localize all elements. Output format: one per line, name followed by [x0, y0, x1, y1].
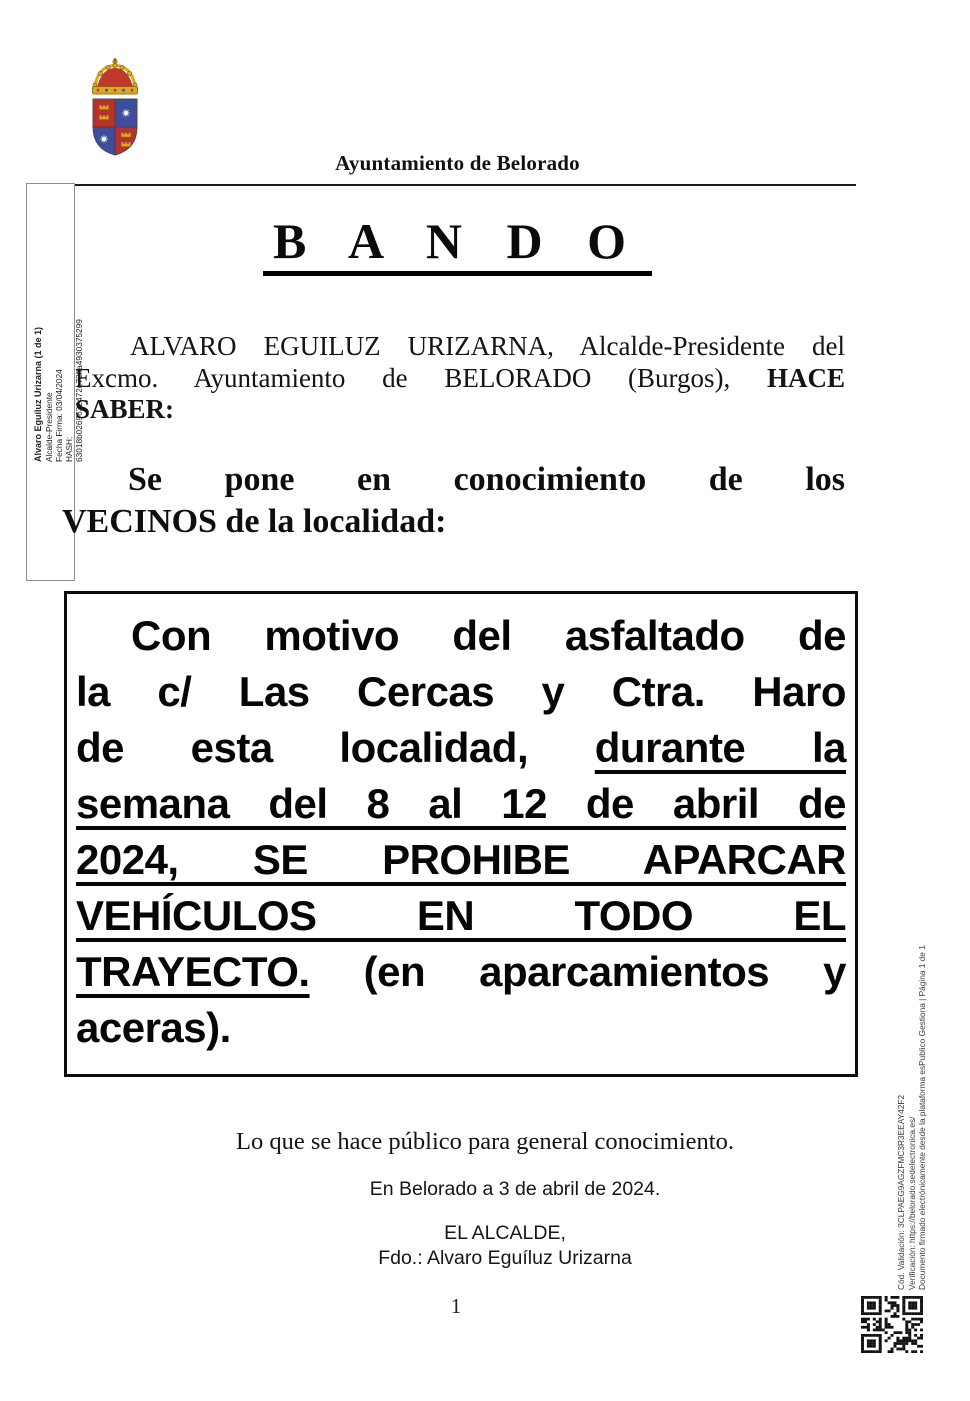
qr-code-icon — [861, 1296, 923, 1353]
municipality-name: Ayuntamiento de Belorado — [335, 151, 580, 175]
signature-title: EL ALCALDE, — [444, 1222, 566, 1244]
signature-hash: HASH: 63018b0269632472e72ffa4930375299 — [64, 319, 84, 462]
platform-note: Documento firmado electrónicamente desde la plataforma esPublico Gestiona | Página 1 de 1 — [917, 945, 927, 1290]
signature-block — [60, 1221, 950, 1271]
document-title: B A N D O — [263, 214, 652, 276]
validation-code: Cód. Validación: 3CLPAEG9AGZFMC3R3EEAY42F2 — [896, 1094, 906, 1290]
header-divider — [68, 184, 856, 186]
announcement-paragraph: Se pone en conocimiento de los VECINOS de la localidad: — [62, 461, 845, 540]
verification-url: Verificación: https://belorado.sedelectronica.es/ — [906, 1116, 917, 1290]
title-wrap — [60, 214, 855, 276]
signer-name: Alvaro Eguíluz Urizarna (1 de 1) — [33, 326, 43, 462]
closing-line: Lo que se hace público para general conocimiento. — [236, 1128, 734, 1155]
coat-of-arms-icon — [86, 57, 144, 159]
signature-name: Fdo.: Alvaro Eguíluz Urizarna — [378, 1247, 632, 1269]
date-line: En Belorado a 3 de abril de 2024. — [369, 1178, 661, 1200]
intro-paragraph: ALVARO EGUILUZ URIZARNA, Alcalde-Presidente del Excmo. Ayuntamiento de BELORADO (Burgos), HACE SABER: — [75, 331, 845, 424]
signer-role: Alcalde-Presidente — [44, 392, 54, 462]
page-number: 1 — [450, 1294, 462, 1318]
notice-text: Con motivo del asfaltado de la c/ Las Cercas y Ctra. Haro de esta localidad, durante la semana del 8 al 12 de abril de 2024, SE PROHIBE APARCAR VEHÍCULOS EN TODO EL TRAYECTO. (en aparcamientos y aceras). — [76, 612, 846, 1051]
notice-box — [64, 591, 858, 1077]
signature-date: Fecha Firma: 03/04/2024 — [54, 369, 64, 462]
